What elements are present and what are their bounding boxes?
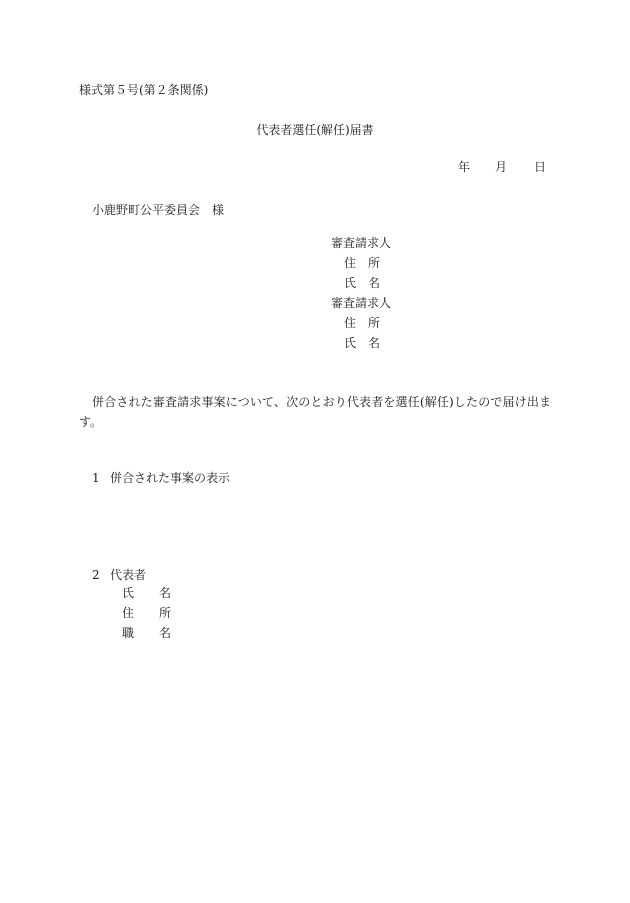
representative-position-char-1: 職 — [122, 626, 135, 640]
requester-1-title: 審査請求人 — [331, 236, 392, 250]
representative-position-label — [122, 627, 171, 647]
representative-name-char-1: 氏 — [122, 586, 135, 600]
document-title: 代表者選任(解任)届書 — [256, 123, 374, 137]
representative-address-label — [122, 607, 171, 627]
representative-fields — [122, 587, 171, 647]
representative-address-char-2: 所 — [159, 606, 172, 620]
requester-1-name-char-1: 氏 — [344, 276, 357, 290]
section-1-number: 1 — [92, 471, 100, 485]
requester-2-name-char-1: 氏 — [344, 336, 357, 350]
section-2-number: 2 — [92, 568, 100, 582]
requester-1-address-char-1: 住 — [344, 256, 357, 270]
representative-name-char-2: 名 — [159, 586, 172, 600]
requester-2-address-char-2: 所 — [368, 316, 381, 330]
requester-2-address-label — [331, 317, 391, 337]
requester-1-address-char-2: 所 — [368, 256, 381, 270]
representative-name-label — [122, 587, 171, 607]
representative-position-char-2: 名 — [159, 626, 172, 640]
requester-2-address-char-1: 住 — [344, 316, 357, 330]
requester-block — [331, 237, 391, 357]
date-month-label: 月 — [495, 160, 508, 174]
representative-address-char-1: 住 — [122, 606, 135, 620]
requester-1-name-char-2: 名 — [368, 276, 381, 290]
requester-2-title: 審査請求人 — [331, 296, 392, 310]
date-day-label: 日 — [534, 160, 547, 174]
section-1-heading — [92, 472, 230, 484]
body-paragraph: 併合された審査請求事案について、次のとおり代表者を選任(解任)したので届け出ます。 — [79, 395, 551, 429]
requester-1-address-label — [331, 257, 391, 277]
requester-1-name-label — [331, 277, 391, 297]
date-year-label: 年 — [458, 160, 471, 174]
recipient: 小鹿野町公平委員会 様 — [92, 203, 225, 217]
section-2-label: 代表者 — [110, 568, 147, 582]
requester-2-name-char-2: 名 — [368, 336, 381, 350]
requester-2-name-label — [331, 337, 391, 357]
section-1-label: 併合された事案の表示 — [110, 471, 231, 485]
section-2-heading — [92, 569, 146, 581]
form-number: 様式第５号(第２条関係) — [79, 83, 209, 97]
